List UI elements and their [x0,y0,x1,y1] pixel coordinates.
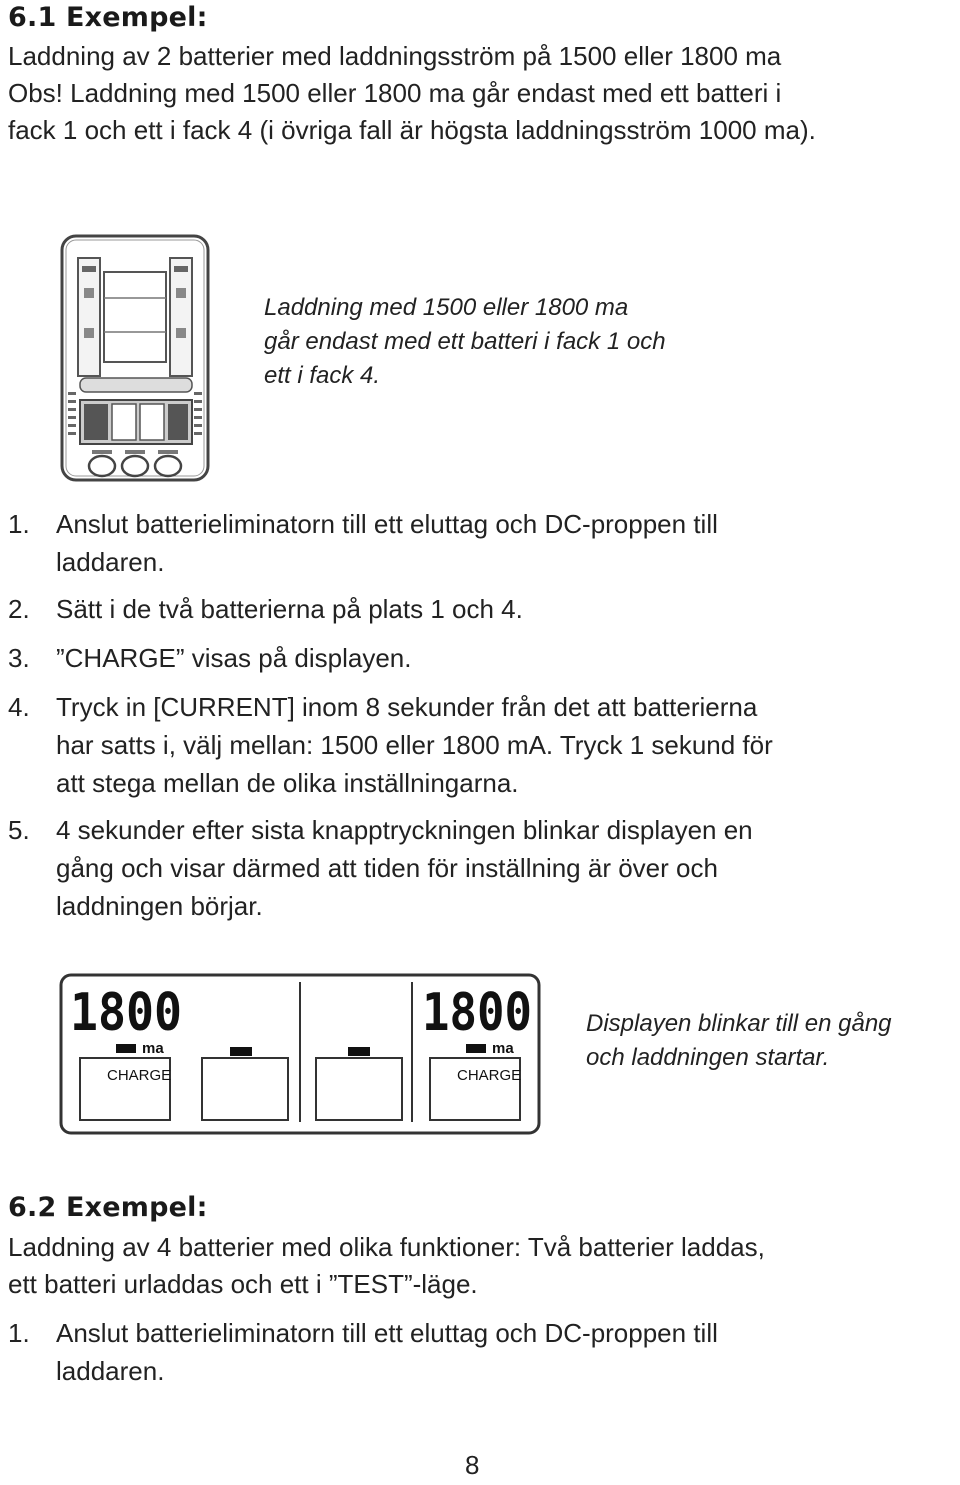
step-number: 2. [8,594,30,624]
step-number: 4. [8,692,30,722]
intro-line: Laddning av 2 batterier med laddningsström på 1500 eller 1800 ma [8,41,782,71]
display-caption [586,1007,892,1075]
caption-line: Laddning med 1500 eller 1800 ma [264,294,629,321]
section-heading-6-2: 6.2 Exempel: [8,1192,208,1223]
step-number: 1. [8,1318,30,1348]
step-line: 4 sekunder efter sista knapptryckningen blinkar displayen en [56,815,753,845]
step-line: laddaren. [56,547,165,577]
section-2-intro [8,1229,765,1303]
slot-1-indicator [116,1044,136,1053]
step-line: gång och visar därmed att tiden för inställning är över och [56,853,718,883]
slot-4-indicator [466,1044,486,1053]
intro-line: Laddning av 4 batterier med olika funktioner: Två batterier laddas, [8,1232,765,1262]
slot-4-value: 1800 [422,983,532,1043]
slot-4-unit: ma [492,1040,514,1057]
caption-line: Displayen blinkar till en gång [586,1010,892,1037]
step-number: 5. [8,815,30,845]
caption-line: ett i fack 4. [264,362,381,389]
step-line: Tryck in [CURRENT] inom 8 sekunder från det att batterierna [56,692,758,722]
caption-line: går endast med ett batteri i fack 1 och [264,328,666,355]
step-line: Sätt i de två batterierna på plats 1 och 4. [56,594,523,624]
charger-illustration [58,232,214,486]
slot-2-indicator [230,1047,252,1056]
step-line: Anslut batterieliminatorn till ett eluttag och DC-proppen till [56,1318,718,1348]
step-line: laddaren. [56,1356,165,1386]
slot-1-value: 1800 [70,983,182,1043]
step-line: att stega mellan de olika inställningarna. [56,768,519,798]
step-line: Anslut batterieliminatorn till ett eluttag och DC-proppen till [56,509,718,539]
step-line: har satts i, välj mellan: 1500 eller 1800 mA. Tryck 1 sekund för [56,730,773,760]
caption-line: och laddningen startar. [586,1044,830,1071]
charger-caption [264,291,666,393]
step-line: laddningen börjar. [56,891,263,921]
slot-1-status: CHARGE [107,1067,172,1084]
intro-line: Obs! Laddning med 1500 eller 1800 ma går endast med ett batteri i [8,78,782,108]
intro-line: ett batteri urladdas och ett i ”TEST”-läge. [8,1269,478,1299]
section-1-intro [8,38,816,149]
slot-4-status: CHARGE [457,1067,522,1084]
page-number: 8 [465,1450,480,1480]
slot-3-indicator [348,1047,370,1056]
section-heading-6-1: 6.1 Exempel: [8,2,208,33]
slot-3-battery-box [316,1058,402,1120]
step-number: 1. [8,509,30,539]
step-line: ”CHARGE” visas på displayen. [56,643,412,673]
step-number: 3. [8,643,30,673]
lcd-display-illustration [58,972,544,1138]
slot-1-unit: ma [142,1040,164,1057]
intro-line: fack 1 och ett i fack 4 (i övriga fall är högsta laddningsström 1000 ma). [8,115,816,145]
slot-2-battery-box [202,1058,288,1120]
